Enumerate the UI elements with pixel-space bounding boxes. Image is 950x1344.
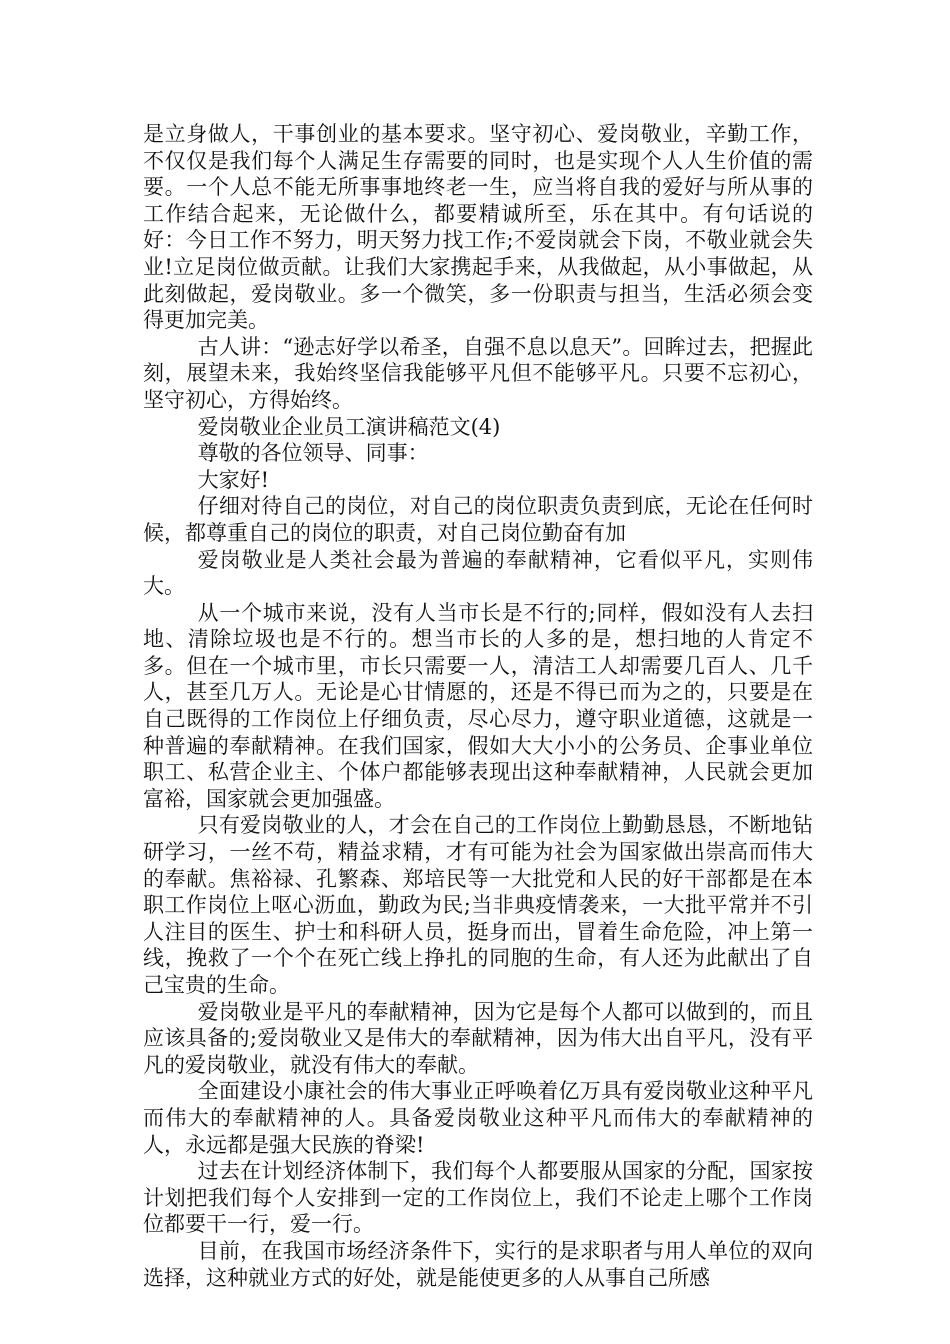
greeting: 大家好! — [197, 467, 270, 492]
paragraph: 爱岗敬业是人类社会最为普遍的奉献精神，它看似平凡，实则伟大。 — [143, 547, 813, 599]
paragraph: 只有爱岗敬业的人，才会在自己的工作岗位上勤勤恳恳，不断地钻研学习，一丝不苟，精益求精，才有可能为社会为国家做出崇高而伟大的奉献。焦裕禄、孔繁森、郑培民等一大批党和人民的好干部都是在本职工作岗位上呕心沥血，勤政为民;当非典疫情袭来，一大批平常并不引人注目的医生、护士和科研人员，挺身而出，冒着生命危险，冲上第一线，挽救了一个个在死亡线上挣扎的同胞的生命，有人还为此献出了自己宝贵的生命。 — [143, 813, 813, 997]
section-heading: 爱岗敬业企业员工演讲稿范文(4) — [197, 414, 501, 439]
paragraph: 过去在计划经济体制下，我们每个人都要服从国家的分配，国家按计划把我们每个人安排到一定的工作岗位上，我们不论走上哪个工作岗位都要干一行，爱一行。 — [143, 1159, 813, 1237]
paragraph: 古人讲：“逊志好学以希圣，自强不息以息天”。回眸过去，把握此刻，展望未来，我始终坚信我能够平凡但不能够平凡。只要不忘初心，坚守初心，方得始终。 — [143, 334, 813, 412]
paragraph: 爱岗敬业是平凡的奉献精神，因为它是每个人都可以做到的，而且应该具备的;爱岗敬业又是伟大的奉献精神，因为伟大出自平凡，没有平凡的爱岗敬业，就没有伟大的奉献。 — [143, 999, 813, 1077]
paragraph: 从一个城市来说，没有人当市长是不行的;同样，假如没有人去扫地、清除垃圾也是不行的。想当市长的人多的是，想扫地的人肯定不多。但在一个城市里，市长只需要一人，清洁工人却需要几百人、几千人，甚至几万人。无论是心甘情愿的，还是不得已而为之的，只要是在自己既得的工作岗位上仔细负责，尽心尽力，遵守职业道德，这就是一种普遍的奉献精神。在我们国家，假如大大小小的公务员、企事业单位职工、私营企业主、个体户都能够表现出这种奉献精神，人民就会更加富裕，国家就会更加强盛。 — [143, 600, 813, 811]
document-body — [143, 121, 813, 1291]
paragraph: 目前，在我国市场经济条件下，实行的是求职者与用人单位的双向选择，这种就业方式的好处，就是能使更多的人从事自己所感 — [143, 1238, 813, 1290]
paragraph: 全面建设小康社会的伟大事业正呼唤着亿万具有爱岗敬业这种平凡而伟大的奉献精神的人。具备爱岗敬业这种平凡而伟大的奉献精神的人，永远都是强大民族的脊梁! — [143, 1079, 813, 1157]
paragraph: 是立身做人，干事创业的基本要求。坚守初心、爱岗敬业，辛勤工作，不仅仅是我们每个人满足生存需要的同时，也是实现个人人生价值的需要。一个人总不能无所事事地终老一生，应当将自我的爱好与所从事的工作结合起来，无论做什么，都要精诚所至，乐在其中。有句话说的好：今日工作不努力，明天努力找工作;不爱岗就会下岗，不敬业就会失业!立足岗位做贡献。让我们大家携起手来，从我做起，从小事做起，从此刻做起，爱岗敬业。多一个微笑，多一份职责与担当，生活必须会变得更加完美。 — [143, 122, 813, 333]
salutation: 尊敬的各位领导、同事： — [197, 441, 429, 466]
paragraph: 仔细对待自己的岗位，对自己的岗位职责负责到底，无论在任何时候，都尊重自己的岗位的职责，对自己岗位勤奋有加 — [143, 494, 813, 545]
